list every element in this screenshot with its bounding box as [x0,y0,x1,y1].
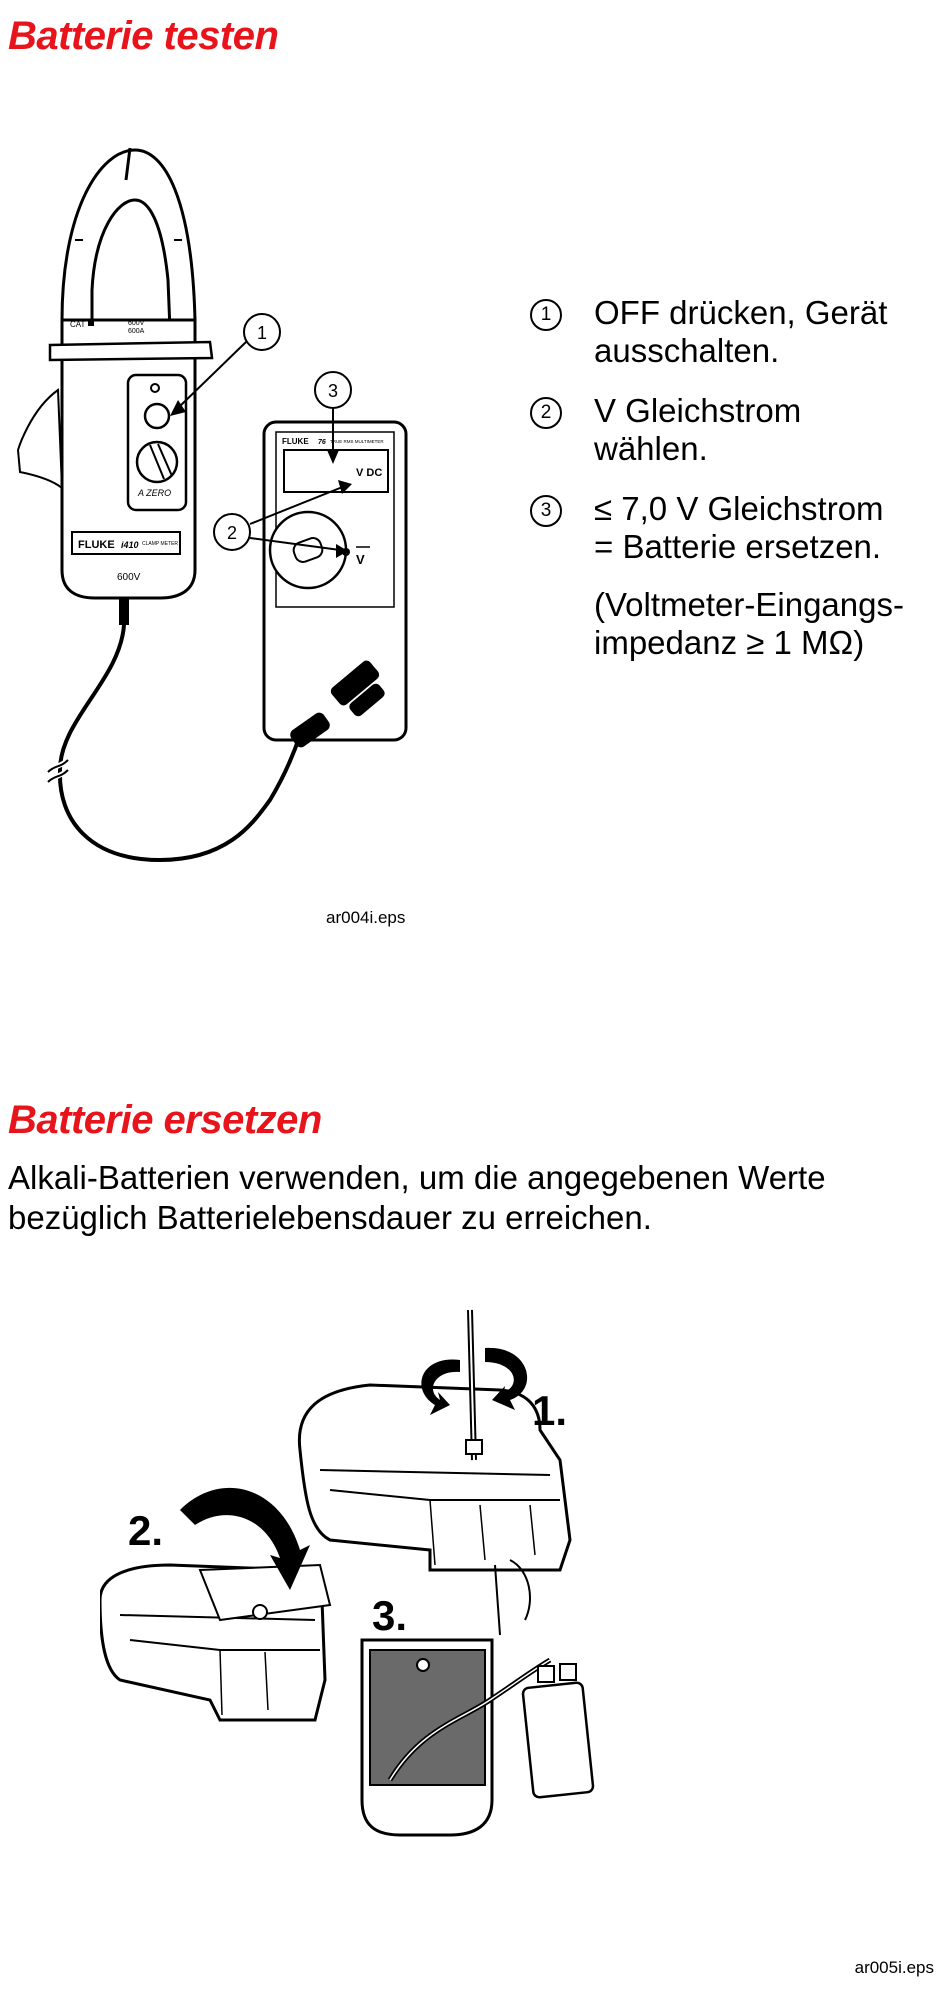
step-text-line: ausschalten. [594,332,780,369]
clamp-cat-label: CAT [70,320,86,329]
clamp-model: i410 [121,540,139,550]
note-line: (Voltmeter-Eingangs- [594,586,904,623]
figure-caption-1: ar004i.eps [326,908,406,927]
step-text-line: wählen. [594,430,708,467]
step-2 [530,392,940,468]
step-text-line: V Gleichstrom [594,392,802,429]
clamp-zero-label: A ZERO [138,488,172,498]
section-title-battery-replace: Batterie ersetzen [8,1098,322,1142]
step-number: 2 [530,397,562,429]
section-title-battery-test: Batterie testen [8,14,279,58]
callout-3: 3 [327,381,339,401]
step-label-3: 3. [372,1592,408,1639]
step-label-2: 2. [128,1507,164,1554]
figure-caption-2: ar005i.eps [854,1958,934,1977]
meter-brand: FLUKE [282,437,309,446]
battery-replace-intro [8,1158,938,1238]
step-number: 3 [530,495,562,527]
step-text-line: = Batterie ersetzen. [594,528,882,565]
meter-model: 76 [318,439,326,446]
intro-line: bezüglich Batterielebensdauer zu erreichen. [8,1199,652,1236]
step-text-line: ≤ 7,0 V Gleichstrom [594,490,884,527]
off-button [145,404,169,428]
note-line: impedanz ≥ 1 MΩ) [594,624,865,661]
clamp-rating-a: 600A [128,328,145,335]
battery-test-illustration [0,120,520,890]
step-text [594,294,887,370]
step-number: 1 [530,299,562,331]
battery-9v [522,1682,593,1798]
step-1 [530,294,940,370]
clamp-brand: FLUKE [78,539,115,551]
battery-test-steps [530,294,940,662]
step-text-line: OFF drücken, Gerät [594,294,888,331]
step-text [594,490,884,566]
clamp-model-desc: CLAMP METER [142,541,179,547]
hand-shape [18,390,62,488]
battery-replace-illustration [100,1300,880,1940]
step-label-1: 1. [532,1387,568,1434]
meter-upper [299,1385,570,1570]
meter-display-text: V DC [356,467,383,479]
intro-line: Alkali-Batterien verwenden, um die angegebenen Werte [8,1159,826,1196]
meter-dial-v: V [356,552,365,567]
meter-desc: TRUE RMS MULTIMETER [330,439,384,444]
step-text [594,392,801,468]
callout-2: 2 [226,523,238,543]
step-3 [530,490,940,566]
clamp-jaw-rating: 600V [117,572,141,583]
clamp-rating-v: 600V [128,320,145,327]
impedance-note [594,586,940,662]
callout-1: 1 [256,323,268,343]
